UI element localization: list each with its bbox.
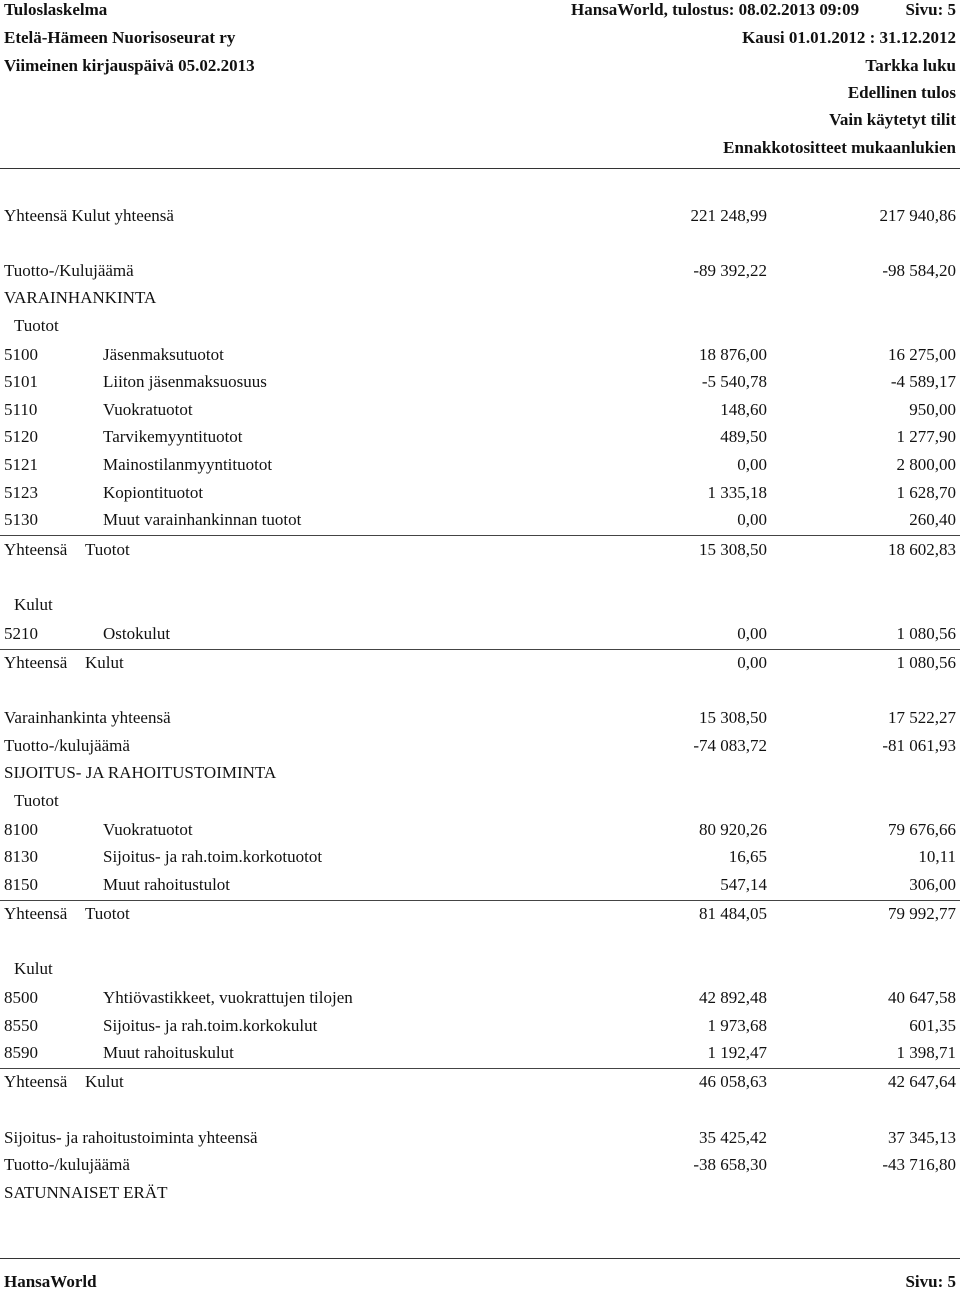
- header-divider: [0, 168, 960, 169]
- period: Kausi 01.01.2012 : 31.12.2012: [742, 28, 956, 47]
- table-row: 8130 Sijoitus- ja rah.toim.korkotuotot 16,65 10,11: [4, 847, 956, 866]
- section-surplus-row: Tuotto-/kulujäämä -38 658,30 -43 716,80: [4, 1155, 956, 1174]
- section-title: SATUNNAISET ERÄT: [4, 1183, 168, 1202]
- table-row: 5130 Muut varainhankinnan tuotot 0,00 260,40: [4, 510, 956, 529]
- option-used-accounts: Vain käytetyt tilit: [829, 110, 956, 129]
- table-row: 8100 Vuokratuotot 80 920,26 79 676,66: [4, 820, 956, 839]
- section-title: VARAINHANKINTA: [4, 288, 157, 307]
- costs-subtitle: Kulut: [14, 595, 53, 614]
- table-row: 8550 Sijoitus- ja rah.toim.korkokulut 1 973,68 601,35: [4, 1016, 956, 1035]
- page-number: Sivu: 5: [905, 0, 956, 19]
- section-total-row: Varainhankinta yhteensä 15 308,50 17 522,27: [4, 708, 956, 727]
- section-surplus-row: Tuotto-/kulujäämä -74 083,72 -81 061,93: [4, 736, 956, 755]
- table-row: 8590 Muut rahoituskulut 1 192,47 1 398,71: [4, 1043, 956, 1062]
- subtotal-rule: [0, 1068, 960, 1069]
- option-previous-result: Edellinen tulos: [847, 83, 956, 102]
- income-total-row: Yhteensä Tuotot 81 484,05 79 992,77: [4, 904, 956, 923]
- organization-name: Etelä-Hämeen Nuorisoseurat ry: [4, 28, 236, 47]
- option-exact: Tarkka luku: [865, 56, 956, 75]
- income-subtitle: Tuotot: [14, 791, 59, 810]
- printout-info: HansaWorld, tulostus: 08.02.2013 09:09: [571, 0, 860, 19]
- table-row: 5100 Jäsenmaksutuotot 18 876,00 16 275,00: [4, 345, 956, 364]
- table-row: 8500 Yhtiövastikkeet, vuokrattujen tilojen 42 892,48 40 647,58: [4, 988, 956, 1007]
- costs-total-row: Yhteensä Kulut 0,00 1 080,56: [4, 653, 956, 672]
- income-total-row: Yhteensä Tuotot 15 308,50 18 602,83: [4, 540, 956, 559]
- table-row: 5123 Kopiontituotot 1 335,18 1 628,70: [4, 483, 956, 502]
- table-row: 5110 Vuokratuotot 148,60 950,00: [4, 400, 956, 419]
- table-row: 5101 Liiton jäsenmaksuosuus -5 540,78 -4 589,17: [4, 372, 956, 391]
- report-title: Tuloslaskelma: [4, 0, 108, 19]
- footer-divider: [0, 1258, 960, 1259]
- last-entry-date: Viimeinen kirjauspäivä 05.02.2013: [4, 56, 255, 75]
- subtotal-rule: [0, 649, 960, 650]
- section-title: SIJOITUS- JA RAHOITUSTOIMINTA: [4, 763, 277, 782]
- total-costs-row: Yhteensä Kulut yhteensä 221 248,99 217 940,86: [4, 206, 956, 225]
- table-row: 5121 Mainostilanmyyntituotot 0,00 2 800,00: [4, 455, 956, 474]
- option-advance-vouchers: Ennakkotositteet mukaanlukien: [723, 138, 956, 157]
- costs-total-row: Yhteensä Kulut 46 058,63 42 647,64: [4, 1072, 956, 1091]
- section-total-row: Sijoitus- ja rahoitustoiminta yhteensä 35 425,42 37 345,13: [4, 1128, 956, 1147]
- footer-page-number: Sivu: 5: [905, 1272, 956, 1291]
- subtotal-rule: [0, 900, 960, 901]
- surplus-row: Tuotto-/Kulujäämä -89 392,22 -98 584,20: [4, 261, 956, 280]
- costs-subtitle: Kulut: [14, 959, 53, 978]
- table-row: 5120 Tarvikemyyntituotot 489,50 1 277,90: [4, 427, 956, 446]
- income-subtitle: Tuotot: [14, 316, 59, 335]
- table-row: 5210 Ostokulut 0,00 1 080,56: [4, 624, 956, 643]
- subtotal-rule: [0, 535, 960, 536]
- footer-brand: HansaWorld: [4, 1272, 97, 1291]
- table-row: 8150 Muut rahoitustulot 547,14 306,00: [4, 875, 956, 894]
